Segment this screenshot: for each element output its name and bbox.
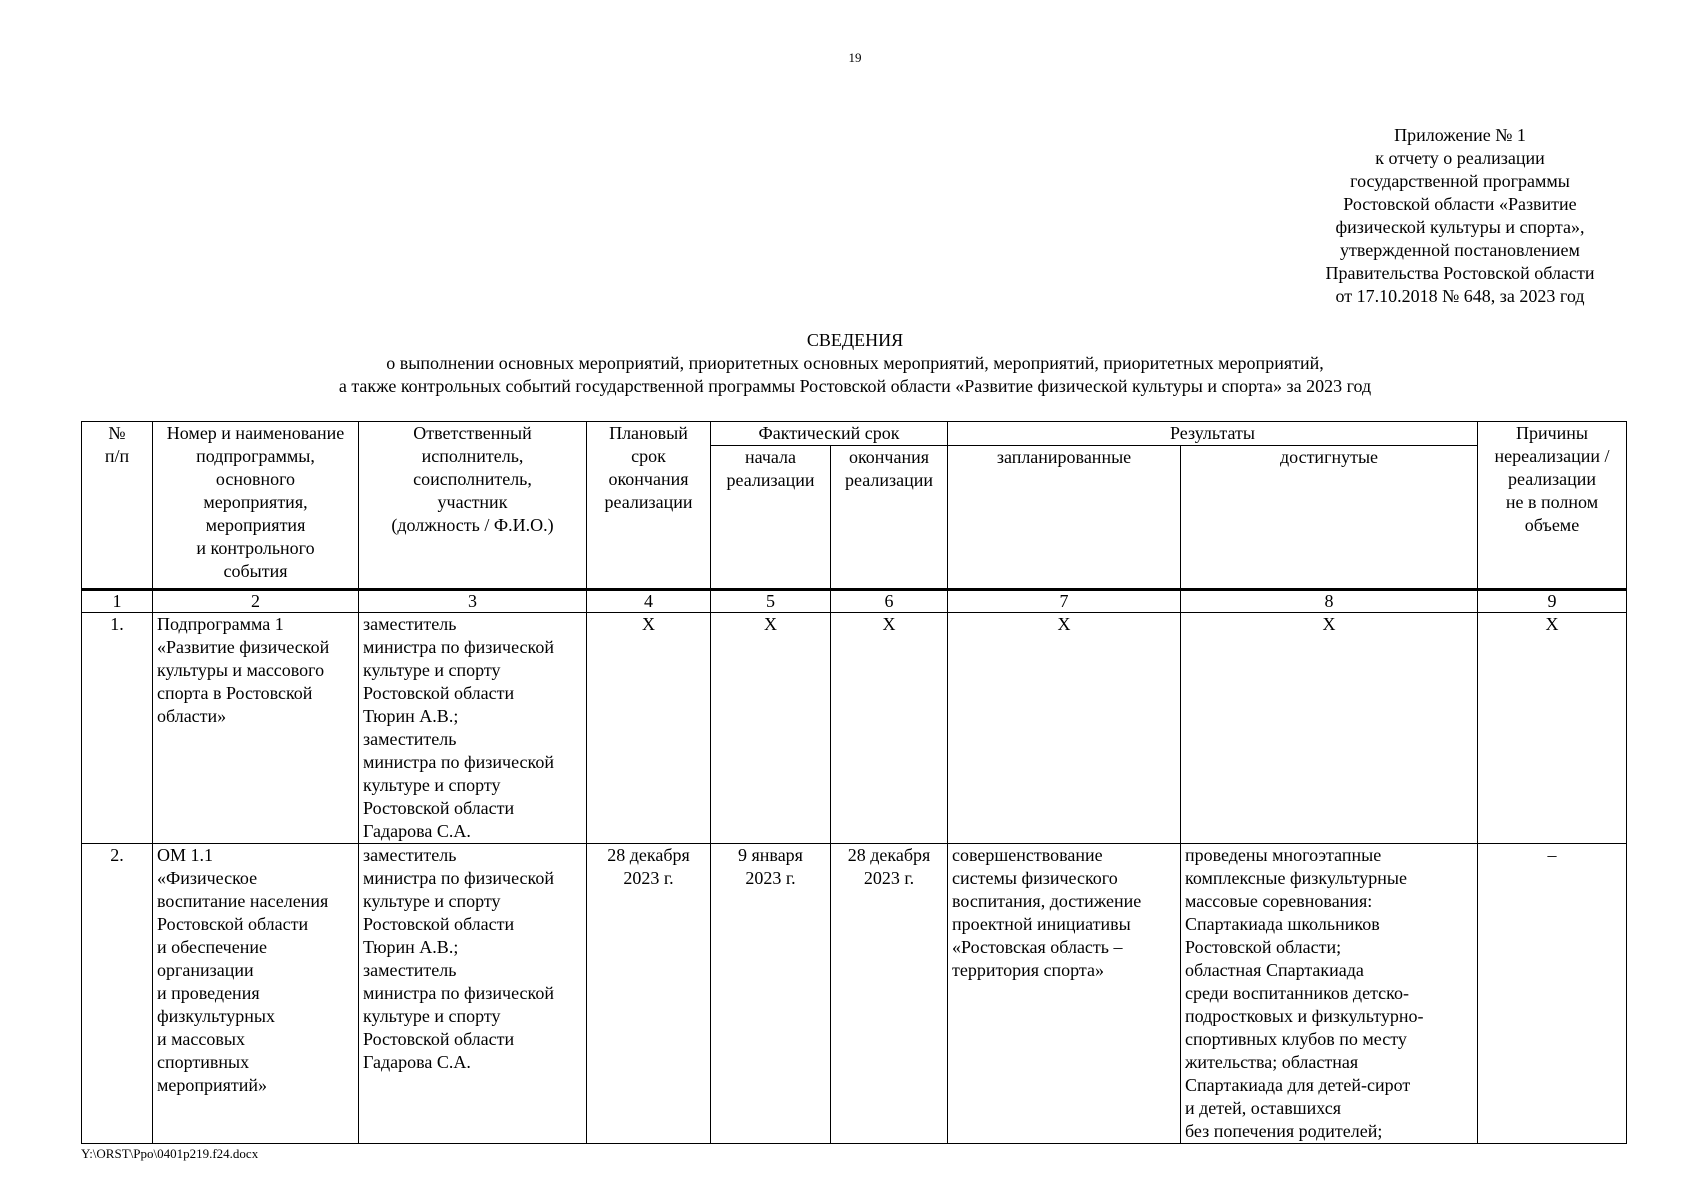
cell-line: участник — [437, 492, 508, 512]
cell-num: 2. — [82, 844, 153, 1144]
cell-line: п/п — [104, 446, 130, 466]
page-number: 19 — [848, 50, 862, 65]
cell-line: и массовых — [157, 1029, 245, 1049]
header-results-achieved: достигнутые — [1181, 446, 1478, 590]
cell-line: начала — [744, 447, 797, 467]
cell-reasons — [1478, 613, 1627, 844]
appendix-line: Правительства Ростовской области — [1325, 263, 1595, 283]
cell-line: министра по физической — [363, 752, 554, 772]
cell-line: спортивных клубов по месту — [1185, 1029, 1407, 1049]
header-name — [153, 422, 359, 590]
cell-line: нереализации / — [1494, 446, 1610, 466]
column-number: 9 — [1478, 590, 1627, 613]
cell-line: совершенствование — [952, 845, 1103, 865]
cell-line: культуре и спорту — [363, 891, 501, 911]
cell-line: реализации — [845, 470, 933, 490]
cell-line: среди воспитанников детско- — [1185, 983, 1409, 1003]
cell-line: подростковых и физкультурно- — [1185, 1006, 1424, 1026]
cell-line: соисполнитель, — [413, 469, 532, 489]
cell-line: спорта в Ростовской — [157, 683, 313, 703]
cell-line: Гадарова С.А. — [363, 1052, 471, 1072]
cell-line: не в полном — [1505, 492, 1599, 512]
cell-line: культуре и спорту — [363, 775, 501, 795]
cell-line: Ростовской области — [363, 1029, 515, 1049]
cell-line: реализации — [1508, 469, 1596, 489]
cell-line: культуре и спорту — [363, 660, 501, 680]
cell-actual-start — [711, 844, 831, 1144]
cell-line: Тюрин А.В.; — [363, 706, 459, 726]
table-row — [82, 844, 1627, 1144]
cell-line: № — [108, 423, 126, 443]
document-subtitle-line-1: о выполнении основных мероприятий, приоритетных основных мероприятий, мероприятий, приоритетных мероприятий, — [386, 353, 1324, 373]
document-subtitle-line-2: а также контрольных событий государственной программы Ростовской области «Развитие физической культуры и спорта» за 2023 год — [338, 376, 1372, 396]
cell-line: заместитель — [363, 614, 457, 634]
cell-line: Номер и наименование — [166, 423, 345, 443]
header-actual-term: Фактический срок — [711, 422, 948, 446]
cell-line: Плановый — [609, 423, 688, 443]
cell-line: реализации — [604, 492, 693, 512]
cell-line: Ростовской области — [363, 683, 515, 703]
cell-line: проектной инициативы — [952, 914, 1131, 934]
column-number: 4 — [587, 590, 711, 613]
cell-planned-end — [587, 844, 711, 1144]
cell-line: подпрограммы, — [196, 446, 315, 466]
document-title: СВЕДЕНИЯ — [806, 330, 904, 350]
cell-line: физкультурных — [157, 1006, 275, 1026]
cell-line: проведены многоэтапные — [1185, 845, 1382, 865]
header-results: Результаты — [948, 422, 1478, 446]
cell-line: области» — [157, 706, 227, 726]
appendix-line: физической культуры и спорта», — [1335, 217, 1585, 237]
cell-line: мероприятия, — [203, 492, 308, 512]
cell-line: Тюрин А.В.; — [363, 937, 459, 957]
cell-results-achieved — [1181, 844, 1478, 1144]
cell-line: Х — [1322, 614, 1336, 634]
cell-line: Х — [882, 614, 896, 634]
cell-line: территория спорта» — [952, 960, 1104, 980]
cell-line: – — [1547, 845, 1557, 865]
cell-line: события — [223, 561, 288, 581]
cell-actual-start — [711, 613, 831, 844]
cell-line: культуре и спорту — [363, 1006, 501, 1026]
cell-line: заместитель — [363, 960, 457, 980]
column-number: 6 — [831, 590, 948, 613]
cell-line: министра по физической — [363, 637, 554, 657]
appendix-line: Приложение № 1 — [1394, 125, 1526, 145]
cell-line: без попечения родителей; — [1185, 1121, 1383, 1141]
cell-line: областная Спартакиада — [1185, 960, 1364, 980]
header-actual-end — [831, 446, 948, 590]
cell-line: организации — [157, 960, 254, 980]
cell-line: мероприятий» — [157, 1075, 268, 1095]
cell-line: культуры и массового — [157, 660, 325, 680]
column-number: 5 — [711, 590, 831, 613]
cell-line: реализации — [726, 470, 815, 490]
column-number: 3 — [359, 590, 587, 613]
cell-line: Ростовской области — [363, 914, 515, 934]
table-row — [82, 613, 1627, 844]
cell-line: окончания — [848, 447, 930, 467]
cell-actual-end — [831, 844, 948, 1144]
cell-line: заместитель — [363, 729, 457, 749]
cell-planned-end — [587, 613, 711, 844]
appendix-line: утвержденной постановлением — [1340, 240, 1580, 260]
cell-reasons — [1478, 844, 1627, 1144]
cell-line: воспитание населения — [157, 891, 329, 911]
header-actual-start — [711, 446, 831, 590]
cell-responsible — [359, 613, 587, 844]
column-number: 2 — [153, 590, 359, 613]
cell-line: Спартакиада школьников — [1185, 914, 1380, 934]
cell-line: ОМ 1.1 — [157, 845, 214, 865]
cell-line: «Физическое — [157, 868, 258, 888]
cell-line: министра по физической — [363, 868, 554, 888]
cell-line: комплексные физкультурные — [1185, 868, 1407, 888]
cell-line: министра по физической — [363, 983, 554, 1003]
column-number: 1 — [82, 590, 153, 613]
cell-name — [153, 613, 359, 844]
cell-line: Причины — [1515, 423, 1589, 443]
cell-line: «Развитие физической — [157, 637, 330, 657]
cell-line: 2023 г. — [863, 868, 915, 888]
cell-line: массовые соревнования: — [1185, 891, 1373, 911]
cell-line: основного — [215, 469, 296, 489]
cell-line: заместитель — [363, 845, 457, 865]
cell-line: окончания — [608, 469, 689, 489]
cell-name — [153, 844, 359, 1144]
cell-line: воспитания, достижение — [952, 891, 1142, 911]
cell-line: Х — [1545, 614, 1559, 634]
cell-line: Х — [764, 614, 777, 634]
cell-line: Ростовской области; — [1185, 937, 1342, 957]
header-reasons — [1478, 422, 1627, 590]
cell-line: исполнитель, — [421, 446, 524, 466]
cell-results-planned — [948, 844, 1181, 1144]
cell-line: (должность / Ф.И.О.) — [391, 515, 554, 535]
cell-results-planned — [948, 613, 1181, 844]
cell-line: мероприятия — [205, 515, 306, 535]
cell-line: «Ростовская область – — [952, 937, 1123, 957]
cell-line: и проведения — [157, 983, 260, 1003]
cell-line: 9 января — [738, 845, 803, 865]
cell-line: жительства; областная — [1185, 1052, 1359, 1072]
cell-line: 2023 г. — [623, 868, 674, 888]
appendix-line: к отчету о реализации — [1375, 148, 1545, 168]
document-heading — [0, 329, 1698, 398]
cell-line: и детей, оставшихся — [1185, 1098, 1342, 1118]
column-number: 8 — [1181, 590, 1478, 613]
header-row-top — [82, 422, 1627, 446]
cell-line: и обеспечение — [157, 937, 267, 957]
cell-num: 1. — [82, 613, 153, 844]
cell-line: Х — [642, 614, 655, 634]
report-table — [81, 421, 1627, 1144]
appendix-note — [1300, 124, 1620, 308]
cell-results-achieved — [1181, 613, 1478, 844]
cell-line: объеме — [1524, 515, 1580, 535]
cell-line: 2023 г. — [745, 868, 796, 888]
cell-line: Подпрограмма 1 — [157, 614, 284, 634]
cell-line: Х — [1057, 614, 1071, 634]
column-number-row — [82, 590, 1627, 613]
header-responsible — [359, 422, 587, 590]
header-num — [82, 422, 153, 590]
cell-line: и контрольного — [196, 538, 315, 558]
cell-line: Гадарова С.А. — [363, 821, 471, 841]
header-results-planned: запланированные — [948, 446, 1181, 590]
cell-line: Спартакиада для детей-сирот — [1185, 1075, 1411, 1095]
cell-line: 28 декабря — [847, 845, 931, 865]
cell-line: срок — [631, 446, 666, 466]
cell-line: системы физического — [952, 868, 1118, 888]
appendix-line: Ростовской области «Развитие — [1343, 194, 1577, 214]
header-planned-end — [587, 422, 711, 590]
cell-line: Ростовской области — [363, 798, 515, 818]
appendix-line: от 17.10.2018 № 648, за 2023 год — [1335, 286, 1585, 306]
column-number: 7 — [948, 590, 1181, 613]
cell-responsible — [359, 844, 587, 1144]
cell-line: Ростовской области — [157, 914, 309, 934]
appendix-line: государственной программы — [1350, 171, 1570, 191]
cell-line: спортивных — [157, 1052, 250, 1072]
cell-line: Ответственный — [413, 423, 532, 443]
file-path-footer: Y:\ORST\Ppo\0401p219.f24.docx — [81, 1146, 259, 1161]
cell-line: 28 декабря — [607, 845, 690, 865]
cell-actual-end — [831, 613, 948, 844]
